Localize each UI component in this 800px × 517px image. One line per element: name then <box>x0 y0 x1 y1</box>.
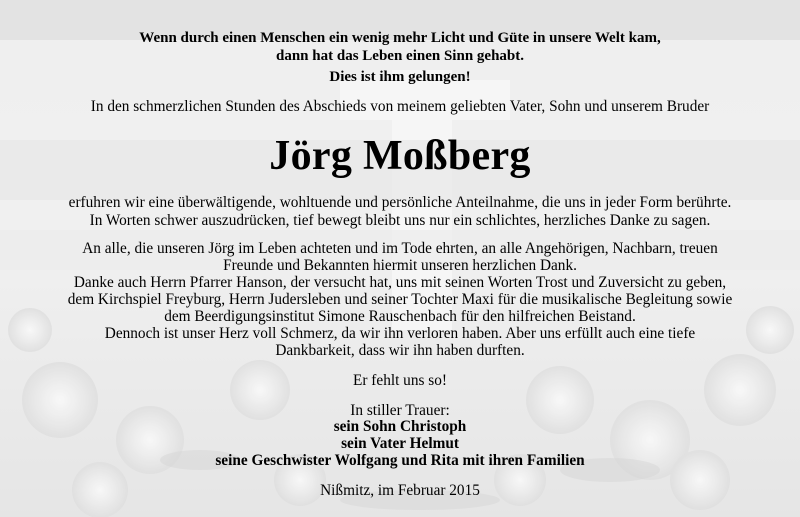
place-date: Nißmitz, im Februar 2015 <box>320 482 480 499</box>
mourner-son: sein Sohn Christoph <box>333 418 467 435</box>
motto-line-3: Dies ist ihm gelungen! <box>329 69 471 85</box>
thanks-line-1: erfuhren wir eine überwältigende, wohltuende und persönliche Anteilnahme, die uns in jeder Form berührte. <box>68 194 732 211</box>
paragraph-line-7: Dankbarkeit, dass wir ihn haben durften. <box>275 342 525 359</box>
paragraph-line-1: An alle, die unseren Jörg im Leben achteten und im Tode ehrten, an alle Angehörigen, Nachbarn, treuen <box>82 240 718 257</box>
mourning-intro: In stiller Trauer: <box>350 402 450 419</box>
paragraph-line-3: Danke auch Herrn Pfarrer Hanson, der versucht hat, uns mit seinen Worten Trost und Zuversicht zu geben, <box>73 274 727 291</box>
mourner-siblings: seine Geschwister Wolfgang und Rita mit ihren Familien <box>215 452 585 469</box>
motto-line-2: dann hat das Leben einen Sinn gehabt. <box>276 48 524 64</box>
motto-line-1: Wenn durch einen Menschen ein wenig mehr Licht und Güte in unsere Welt kam, <box>139 30 661 46</box>
paragraph-line-2: Freunde und Bekannten hiermit unseren herzlichen Dank. <box>223 257 577 274</box>
paragraph-line-6: Dennoch ist unser Herz voll Schmerz, da wir ihn verloren haben. Aber uns erfüllt auch eine tiefe <box>104 325 696 342</box>
paragraph-line-4: dem Kirchspiel Freyburg, Herrn Judersleben und seiner Tochter Maxi für die musikalische Begleitung sowie <box>67 291 733 308</box>
thanks-line-2: In Worten schwer auszudrücken, tief bewegt bleibt uns nur ein schlichtes, herzliches Danke zu sagen. <box>89 212 711 229</box>
paragraph-line-5: dem Beerdigungsinstitut Simone Rauschenbach für den hilfreichen Beistand. <box>164 308 636 325</box>
deceased-name: Jörg Moßberg <box>269 133 531 179</box>
intro-text: In den schmerzlichen Stunden des Abschieds von meinem geliebten Vater, Sohn und unserem Bruder <box>90 98 710 115</box>
missed-text: Er fehlt uns so! <box>353 372 447 389</box>
mourner-father: sein Vater Helmut <box>341 435 459 452</box>
